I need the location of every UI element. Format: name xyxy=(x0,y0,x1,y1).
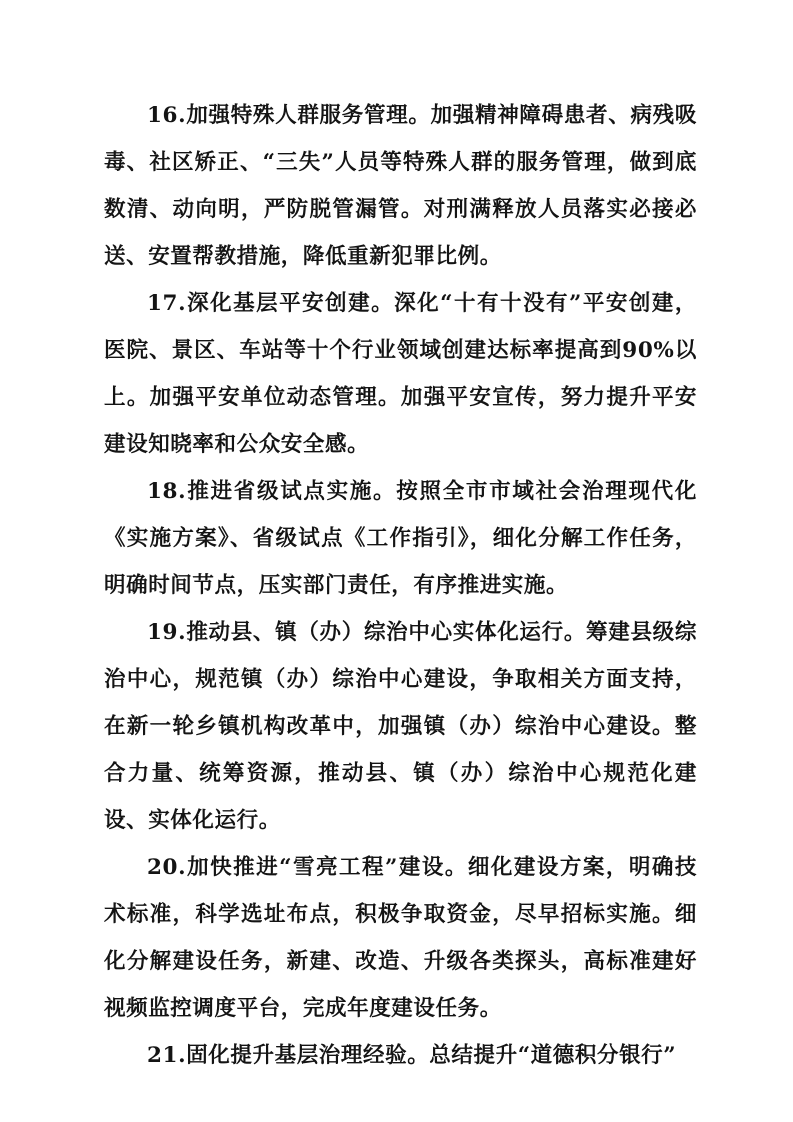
paragraph-21: 21.固化提升基层治理经验。总结提升“道德积分银行” xyxy=(147,1043,677,1068)
paragraph-19: 19.推动县、镇（办）综治中心实体化运行。筹建县级综治中心，规范镇（办）综治中心建设，争取相关方面支持，在新一轮乡镇机构改革中，加强镇（办）综治中心建设。整合力量、统筹资源，推动县、镇（办）综治中心规范化建设、实体化运行。 xyxy=(104,620,697,833)
paragraph-16: 16.加强特殊人群服务管理。加强精神障碍患者、病残吸毒、社区矫正、“三失”人员等特殊人群的服务管理，做到底数清、动向明，严防脱管漏管。对刑满释放人员落实必接必送、安置帮教措施，降低重新犯罪比例。 xyxy=(104,103,697,269)
document-body xyxy=(104,92,697,1079)
paragraph-20: 20.加快推进“雪亮工程”建设。细化建设方案，明确技术标准，科学选址布点，积极争取资金，尽早招标实施。细化分解建设任务，新建、改造、升级各类探头，高标准建好视频监控调度平台，完成年度建设任务。 xyxy=(104,855,697,1021)
paragraph-17: 17.深化基层平安创建。深化“十有十没有”平安创建，医院、景区、车站等十个行业领域创建达标率提高到90%以上。加强平安单位动态管理。加强平安宣传，努力提升平安建设知晓率和公众安全感。 xyxy=(104,291,697,457)
paragraph-18: 18.推进省级试点实施。按照全市市域社会治理现代化《实施方案》、省级试点《工作指引》，细化分解工作任务，明确时间节点，压实部门责任，有序推进实施。 xyxy=(104,479,697,598)
